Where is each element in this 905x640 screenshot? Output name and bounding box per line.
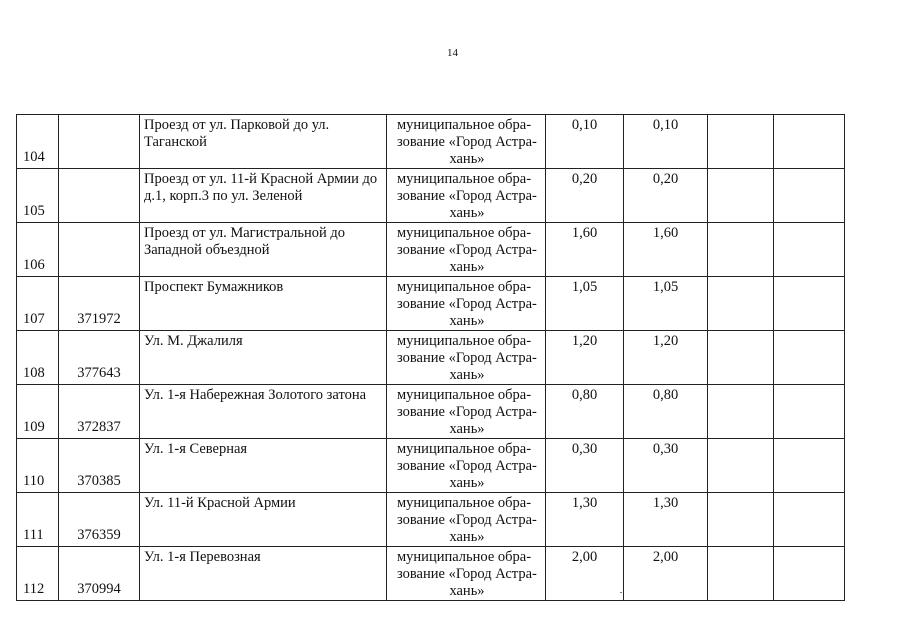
road-length: 1,30 [546,493,624,547]
owner-line-1: муниципальное обра- [397,495,532,511]
road-code [59,169,140,223]
road-code: 370994 [59,547,140,601]
road-name: Проезд от ул. Парковой до ул. Таганской [140,115,387,169]
owner-line-3: хань» [449,205,485,221]
table-row [17,547,845,601]
owner-line-3: хань» [449,259,485,275]
owner-line-1: муниципальное обра- [397,279,532,295]
road-name: Ул. М. Джалиля [140,331,387,385]
road-code [59,115,140,169]
road-owner [387,115,546,169]
road-length: 0,80 [546,385,624,439]
road-length: 0,10 [546,115,624,169]
owner-line-2: зование «Город Астра- [397,296,537,312]
page-number: 14 [447,47,458,59]
table-row [17,169,845,223]
owner-line-3: хань» [449,367,485,383]
road-length: 0,30 [546,439,624,493]
empty-cell [708,439,774,493]
table-row [17,115,845,169]
road-length-local: 0,20 [624,169,708,223]
owner-line-3: хань» [449,583,485,599]
owner-line-2: зование «Город Астра- [397,134,537,150]
owner-line-2: зование «Город Астра- [397,566,537,582]
owner-line-3: хань» [449,475,485,491]
road-length: 1,60 [546,223,624,277]
owner-line-3: хань» [449,529,485,545]
road-owner [387,385,546,439]
empty-cell [708,331,774,385]
owner-line-2: зование «Город Астра- [397,188,537,204]
empty-cell [774,223,845,277]
road-owner [387,439,546,493]
road-owner [387,493,546,547]
empty-cell [774,331,845,385]
owner-line-2: зование «Город Астра- [397,404,537,420]
table-row [17,439,845,493]
road-code: 377643 [59,331,140,385]
road-length: 1,20 [546,331,624,385]
table-row [17,493,845,547]
row-number: 105 [17,169,59,223]
road-name: Ул. 1-я Северная [140,439,387,493]
road-length-local: 2,00 [624,547,708,601]
empty-cell [708,385,774,439]
road-name: Проезд от ул. Магистральной до Западной объездной [140,223,387,277]
owner-line-1: муниципальное обра- [397,441,532,457]
empty-cell [774,385,845,439]
road-length-local: 1,30 [624,493,708,547]
road-length-local: 0,10 [624,115,708,169]
row-number: 112 [17,547,59,601]
roads-table [16,114,845,601]
road-code: 371972 [59,277,140,331]
owner-line-1: муниципальное обра- [397,333,532,349]
road-length-local: 1,60 [624,223,708,277]
empty-cell [708,493,774,547]
table-row [17,277,845,331]
road-code [59,223,140,277]
owner-line-3: хань» [449,151,485,167]
row-number: 111 [17,493,59,547]
owner-line-2: зование «Город Астра- [397,350,537,366]
road-owner [387,169,546,223]
road-length-local: 0,80 [624,385,708,439]
road-code: 376359 [59,493,140,547]
empty-cell [708,277,774,331]
owner-line-2: зование «Город Астра- [397,242,537,258]
empty-cell [708,223,774,277]
empty-cell [708,547,774,601]
empty-cell [774,439,845,493]
row-number: 107 [17,277,59,331]
scan-speck [620,592,622,593]
owner-line-1: муниципальное обра- [397,117,532,133]
road-code: 372837 [59,385,140,439]
row-number: 106 [17,223,59,277]
empty-cell [774,493,845,547]
road-code: 370385 [59,439,140,493]
row-number: 110 [17,439,59,493]
table-row [17,385,845,439]
road-length: 1,05 [546,277,624,331]
table-body [17,115,845,601]
road-name: Ул. 1-я Набережная Золотого затона [140,385,387,439]
empty-cell [708,115,774,169]
road-name: Проспект Бумажников [140,277,387,331]
road-length-local: 1,05 [624,277,708,331]
row-number: 108 [17,331,59,385]
road-name: Ул. 1-я Перевозная [140,547,387,601]
owner-line-1: муниципальное обра- [397,387,532,403]
table-row [17,331,845,385]
owner-line-2: зование «Город Астра- [397,512,537,528]
road-owner [387,277,546,331]
table-row [17,223,845,277]
empty-cell [774,277,845,331]
empty-cell [774,547,845,601]
row-number: 109 [17,385,59,439]
owner-line-3: хань» [449,313,485,329]
road-owner [387,331,546,385]
road-length-local: 0,30 [624,439,708,493]
road-name: Проезд от ул. 11-й Красной Армии до д.1, корп.3 по ул. Зеленой [140,169,387,223]
empty-cell [774,115,845,169]
road-owner [387,223,546,277]
owner-line-1: муниципальное обра- [397,171,532,187]
owner-line-3: хань» [449,421,485,437]
empty-cell [774,169,845,223]
road-length-local: 1,20 [624,331,708,385]
road-owner [387,547,546,601]
owner-line-1: муниципальное обра- [397,225,532,241]
road-length: 0,20 [546,169,624,223]
empty-cell [708,169,774,223]
road-name: Ул. 11-й Красной Армии [140,493,387,547]
owner-line-1: муниципальное обра- [397,549,532,565]
row-number: 104 [17,115,59,169]
road-length: 2,00 [546,547,624,601]
owner-line-2: зование «Город Астра- [397,458,537,474]
